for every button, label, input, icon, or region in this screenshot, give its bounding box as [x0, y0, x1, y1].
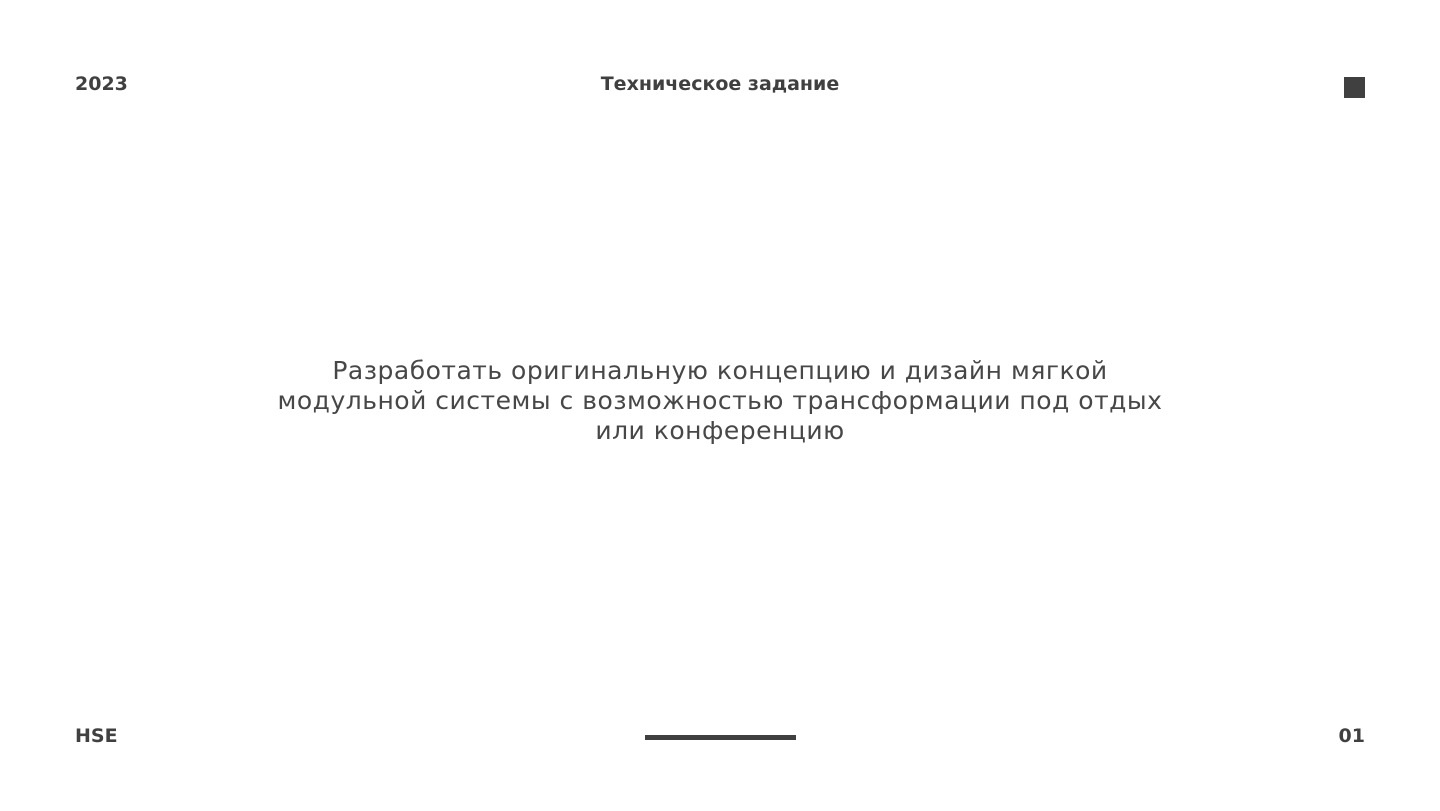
page-number: 01: [1338, 725, 1365, 747]
organization-label: HSE: [75, 725, 118, 747]
task-description: Разработать оригинальную концепцию и дизайн мягкой модульной системы с возможностью трансформации под отдых или конференцию: [277, 356, 1163, 445]
square-icon: [1344, 77, 1365, 98]
year-label: 2023: [75, 73, 128, 95]
slide-title: Техническое задание: [600, 73, 840, 95]
footer-divider: [645, 735, 796, 740]
